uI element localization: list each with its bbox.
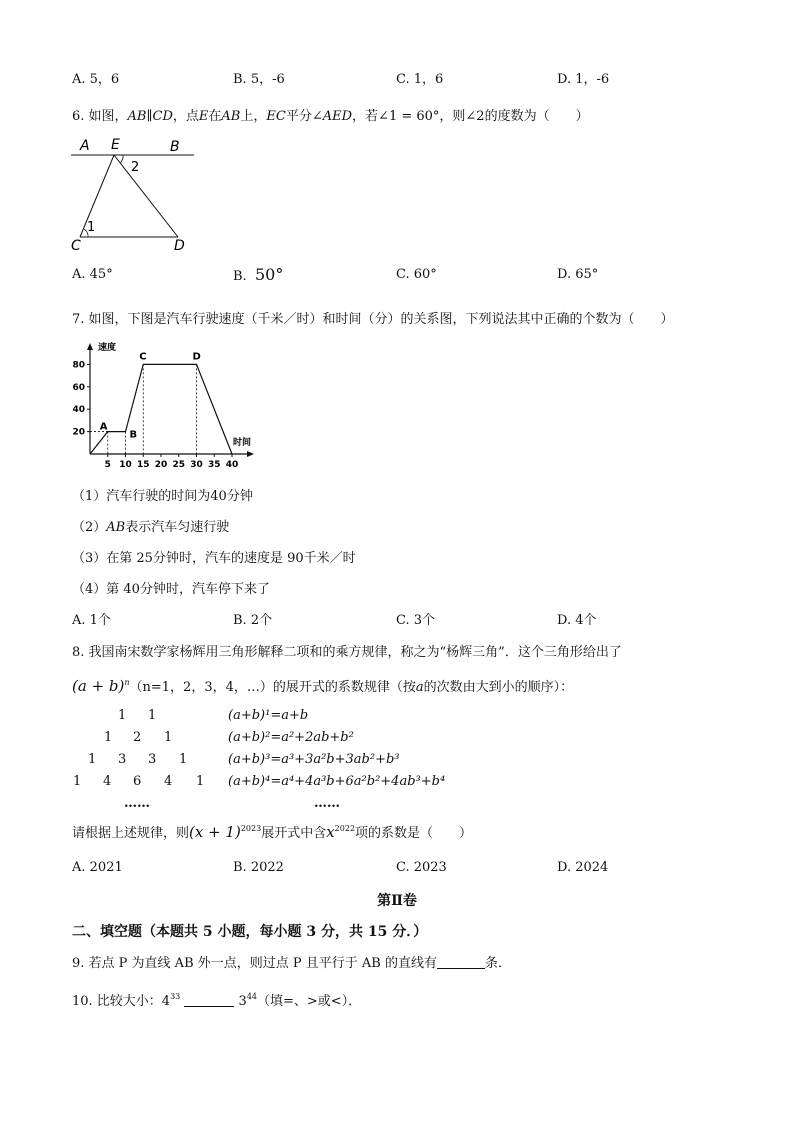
q7-option-c: C. 3个: [396, 613, 436, 628]
q8-question: 请根据上述规律，则$(x + 1)^{2023}$展开式中含$x^{2022}$项的系数是（ ）: [72, 823, 473, 841]
y-tick-label: 60: [72, 382, 85, 393]
expansion-3: (a+b)³=a³+3a²b+3ab²+b³: [228, 752, 400, 767]
point-label-a: A: [99, 421, 108, 433]
q10-answer-blank[interactable]: [184, 994, 234, 1007]
label-a: A: [80, 138, 90, 154]
expansion-2: (a+b)²=a²+2ab+b²: [228, 730, 354, 745]
q8-option-d: D. 2024: [557, 860, 609, 875]
q9-stem: 9. 若点 P 为直线 AB 外一点，则过点 P 且平行于 AB 的直线有 条．: [72, 956, 511, 971]
triangle-row-4-e: 1: [196, 774, 205, 789]
triangle-row-2-a: 1: [104, 730, 113, 745]
q7-statement-3: （3）在第 25分钟时，汽车的速度是 90千米／时: [72, 551, 356, 566]
expansion-4: (a+b)⁴=a⁴+4a³b+6a²b²+4ab³+b⁴: [228, 774, 446, 789]
x-axis-title: 时间: [233, 438, 252, 448]
triangle-row-2-b: 2: [133, 730, 142, 745]
triangle-row-2-c: 1: [164, 730, 173, 745]
triangle-dots: ……: [124, 796, 150, 811]
x-tick-label: 40: [225, 460, 239, 470]
label-d: D: [174, 238, 185, 254]
q5-option-a: A. 5，6: [72, 72, 120, 87]
segment-ec: [80, 155, 114, 237]
point-label-c: C: [139, 351, 147, 363]
q6-option-a: A. 45°: [72, 267, 113, 282]
q6-option-d: D. 65°: [557, 267, 599, 282]
q8-option-a: A. 2021: [72, 860, 123, 875]
q7-speed-time-chart: [68, 336, 264, 470]
q7-stem: 7. 如图，下图是汽车行驶速度（千米／时）和时间（分）的关系图，下列说法其中正确的个数为（ ）: [72, 312, 674, 327]
label-c: C: [71, 238, 81, 254]
triangle-row-1-b: 1: [148, 708, 157, 723]
y-tick-label: 40: [72, 405, 85, 416]
x-tick-label: 20: [154, 460, 168, 470]
x-tick-label: 35: [207, 460, 221, 470]
q7-statement-2: （2）AB表示汽车匀速行驶: [72, 520, 230, 535]
angle-2-arc: [120, 155, 123, 163]
label-b: B: [170, 139, 180, 155]
q8-stem-line2: $(a + b)^n(n=1$，2，3，4，…）的展开式的系数规律（按a的次数由大到小的顺序）：: [72, 677, 574, 695]
x-tick-label: 25: [172, 460, 186, 470]
x-tick-label: 5: [104, 460, 111, 470]
q6-geometry-figure: [68, 133, 203, 255]
label-e: E: [111, 137, 120, 153]
q6-stem: 6. 如图，AB∥CD，点E在AB上，EC平分∠AED，若∠1 = 60°，则∠2的度数为（ ）: [72, 109, 589, 124]
point-label-d: D: [192, 351, 201, 363]
triangle-row-4-d: 4: [164, 774, 173, 789]
y-tick-label: 20: [72, 427, 85, 438]
q9-answer-blank[interactable]: [437, 956, 485, 969]
x-tick-label: 30: [190, 460, 203, 470]
q5-option-b: B. 5，-6: [233, 72, 285, 87]
triangle-row-3-d: 1: [179, 752, 188, 767]
triangle-row-4-b: 4: [103, 774, 112, 789]
y-tick-label: 80: [72, 360, 85, 371]
q5-option-c: C. 1，6: [396, 72, 444, 87]
q8-stem-line1: 8. 我国南宋数学家杨辉用三角形解释二项和的乘方规律，称之为“杨辉三角”．这个三角形给出了: [72, 645, 622, 660]
triangle-row-4-a: 1: [73, 774, 82, 789]
q7-option-d: D. 4个: [557, 613, 597, 628]
y-axis-title: 速度: [98, 343, 117, 353]
y-axis-arrow: [87, 343, 93, 350]
q8-option-b: B. 2022: [233, 860, 284, 875]
x-tick-label: 15: [136, 460, 150, 470]
q6-option-c: C. 60°: [396, 267, 437, 282]
label-angle-2: 2: [131, 160, 140, 175]
triangle-row-3-b: 3: [118, 752, 127, 767]
triangle-row-4-c: 6: [133, 774, 142, 789]
q8-option-c: C. 2023: [396, 860, 447, 875]
x-axis-arrow: [247, 451, 254, 457]
section-heading: 二、填空题（本题共 5 小题，每小题 3 分，共 15 分．）: [72, 924, 428, 940]
triangle-row-3-c: 3: [148, 752, 157, 767]
expansion-1: (a+b)¹=a+b: [228, 708, 309, 723]
expansion-dots: ……: [314, 796, 340, 811]
q7-statement-1: （1）汽车行驶的时间为40分钟: [72, 489, 253, 504]
point-label-b: B: [129, 429, 138, 441]
q7-option-b: B. 2个: [233, 613, 273, 628]
q6-option-b: B. 50°: [233, 265, 284, 284]
q7-option-a: A. 1个: [72, 613, 111, 628]
triangle-row-1-a: 1: [118, 708, 127, 723]
segment-ed: [114, 155, 178, 237]
q5-option-d: D. 1，-6: [557, 72, 610, 87]
volume-heading: 第Ⅱ卷: [377, 893, 417, 909]
x-tick-label: 10: [119, 460, 132, 470]
triangle-row-3-a: 1: [88, 752, 97, 767]
q10-stem: 10. 比较大小：$4^{33}$ $3^{44}$（填=、>或<）．: [72, 992, 362, 1009]
speed-series-line: [90, 364, 232, 454]
label-angle-1: 1: [87, 220, 96, 235]
q7-statement-4: （4）第 40分钟时，汽车停下来了: [72, 582, 270, 597]
